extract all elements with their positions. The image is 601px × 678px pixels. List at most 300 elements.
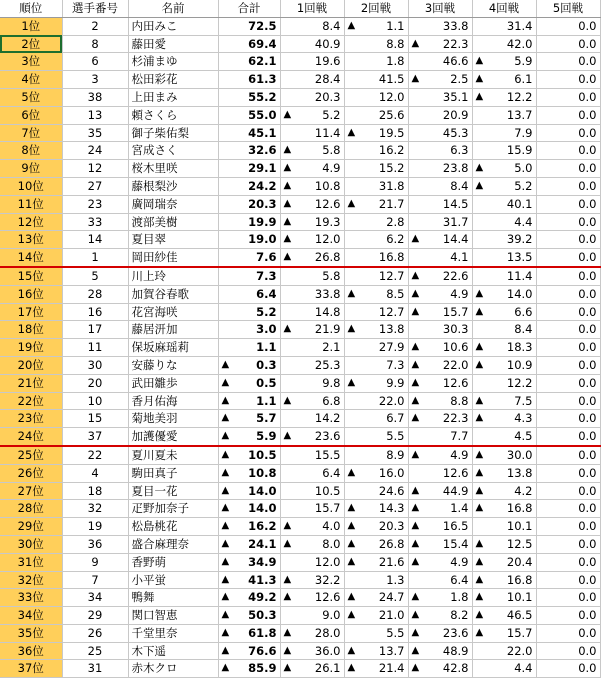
cell-total[interactable] xyxy=(218,356,280,374)
cell-rank[interactable]: 26位 xyxy=(0,464,62,482)
cell-total[interactable] xyxy=(218,446,280,464)
cell-name[interactable]: 疋野加奈子 xyxy=(128,500,218,518)
cell-round-3[interactable]: 6.3 xyxy=(408,142,472,160)
cell-round-2[interactable] xyxy=(344,535,408,553)
cell-total[interactable] xyxy=(218,642,280,660)
cell-player-number[interactable]: 1 xyxy=(62,249,128,267)
header-round-5[interactable]: 5回戦 xyxy=(536,0,600,17)
cell-round-4[interactable] xyxy=(472,303,536,321)
cell-name[interactable]: 桜木里咲 xyxy=(128,160,218,178)
cell-name[interactable]: 御子柴佑梨 xyxy=(128,124,218,142)
cell-round-2[interactable] xyxy=(344,518,408,536)
cell-round-5[interactable]: 0.0 xyxy=(536,518,600,536)
cell-round-1[interactable] xyxy=(280,624,344,642)
cell-round-1[interactable] xyxy=(280,535,344,553)
cell-round-3[interactable] xyxy=(408,660,472,678)
cell-round-4[interactable] xyxy=(472,535,536,553)
cell-player-number[interactable]: 11 xyxy=(62,339,128,357)
cell-name[interactable]: 杉浦まゆ xyxy=(128,53,218,71)
cell-round-2[interactable]: 16.8 xyxy=(344,249,408,267)
cell-round-2[interactable]: 1.8 xyxy=(344,53,408,71)
cell-player-number[interactable]: 22 xyxy=(62,446,128,464)
cell-round-2[interactable]: 2.8 xyxy=(344,213,408,231)
cell-round-2[interactable]: 5.5 xyxy=(344,624,408,642)
cell-round-3[interactable]: 7.7 xyxy=(408,428,472,446)
cell-round-1[interactable] xyxy=(280,518,344,536)
cell-round-4[interactable] xyxy=(472,553,536,571)
cell-name[interactable]: 夏目一花 xyxy=(128,482,218,500)
cell-round-5[interactable]: 0.0 xyxy=(536,53,600,71)
cell-round-4[interactable] xyxy=(472,624,536,642)
cell-total[interactable] xyxy=(218,607,280,625)
cell-round-5[interactable]: 0.0 xyxy=(536,321,600,339)
cell-total[interactable]: 7.3 xyxy=(218,267,280,285)
cell-player-number[interactable]: 13 xyxy=(62,106,128,124)
cell-round-1[interactable]: 28.4 xyxy=(280,71,344,89)
cell-round-2[interactable]: 1.3 xyxy=(344,571,408,589)
cell-round-1[interactable]: 10.5 xyxy=(280,482,344,500)
cell-round-2[interactable]: 12.7 xyxy=(344,303,408,321)
cell-name[interactable]: 渡部美樹 xyxy=(128,213,218,231)
cell-round-2[interactable] xyxy=(344,321,408,339)
cell-round-5[interactable]: 0.0 xyxy=(536,356,600,374)
header-round-4[interactable]: 4回戦 xyxy=(472,0,536,17)
cell-rank[interactable]: 1位 xyxy=(0,17,62,35)
cell-round-4[interactable]: 4.5 xyxy=(472,428,536,446)
cell-player-number[interactable]: 7 xyxy=(62,571,128,589)
cell-name[interactable]: 木下遥 xyxy=(128,642,218,660)
cell-rank[interactable]: 14位 xyxy=(0,249,62,267)
cell-round-3[interactable] xyxy=(408,231,472,249)
cell-rank[interactable]: 2位 xyxy=(0,35,62,53)
cell-player-number[interactable]: 8 xyxy=(62,35,128,53)
cell-round-2[interactable] xyxy=(344,553,408,571)
cell-round-5[interactable]: 0.0 xyxy=(536,35,600,53)
header-player-number[interactable]: 選手番号 xyxy=(62,0,128,17)
cell-total[interactable] xyxy=(218,410,280,428)
cell-round-2[interactable] xyxy=(344,464,408,482)
cell-round-4[interactable]: 13.5 xyxy=(472,249,536,267)
cell-round-4[interactable] xyxy=(472,285,536,303)
cell-round-5[interactable]: 0.0 xyxy=(536,303,600,321)
cell-total[interactable] xyxy=(218,553,280,571)
cell-total[interactable] xyxy=(218,660,280,678)
cell-round-1[interactable] xyxy=(280,428,344,446)
cell-total[interactable] xyxy=(218,464,280,482)
cell-round-2[interactable]: 41.5 xyxy=(344,71,408,89)
cell-round-4[interactable] xyxy=(472,160,536,178)
cell-round-2[interactable] xyxy=(344,285,408,303)
cell-round-1[interactable] xyxy=(280,249,344,267)
cell-round-4[interactable] xyxy=(472,410,536,428)
cell-player-number[interactable]: 36 xyxy=(62,535,128,553)
cell-name[interactable]: 香野萌 xyxy=(128,553,218,571)
cell-round-4[interactable]: 7.9 xyxy=(472,124,536,142)
cell-round-5[interactable]: 0.0 xyxy=(536,446,600,464)
cell-name[interactable]: 宮成さく xyxy=(128,142,218,160)
cell-round-1[interactable] xyxy=(280,195,344,213)
cell-round-3[interactable]: 12.6 xyxy=(408,464,472,482)
cell-rank[interactable]: 6位 xyxy=(0,106,62,124)
cell-round-1[interactable]: 14.2 xyxy=(280,410,344,428)
cell-round-5[interactable]: 0.0 xyxy=(536,124,600,142)
cell-round-4[interactable]: 11.4 xyxy=(472,267,536,285)
cell-round-3[interactable] xyxy=(408,518,472,536)
header-round-2[interactable]: 2回戦 xyxy=(344,0,408,17)
cell-round-3[interactable]: 35.1 xyxy=(408,88,472,106)
cell-total[interactable] xyxy=(218,535,280,553)
cell-name[interactable]: 加護優愛 xyxy=(128,428,218,446)
cell-total[interactable]: 19.0 xyxy=(218,231,280,249)
cell-total[interactable]: 20.3 xyxy=(218,195,280,213)
cell-round-2[interactable]: 25.6 xyxy=(344,106,408,124)
cell-name[interactable]: 武田雛歩 xyxy=(128,374,218,392)
cell-total[interactable]: 55.2 xyxy=(218,88,280,106)
cell-round-1[interactable]: 5.8 xyxy=(280,267,344,285)
cell-round-1[interactable]: 2.1 xyxy=(280,339,344,357)
cell-player-number[interactable]: 15 xyxy=(62,410,128,428)
cell-name[interactable]: 藤根梨沙 xyxy=(128,177,218,195)
cell-total[interactable]: 24.2 xyxy=(218,177,280,195)
cell-round-2[interactable]: 6.7 xyxy=(344,410,408,428)
cell-round-5[interactable]: 0.0 xyxy=(536,392,600,410)
cell-rank[interactable]: 37位 xyxy=(0,660,62,678)
cell-round-3[interactable]: 33.8 xyxy=(408,17,472,35)
cell-total[interactable]: 32.6 xyxy=(218,142,280,160)
cell-round-2[interactable] xyxy=(344,607,408,625)
cell-player-number[interactable]: 25 xyxy=(62,642,128,660)
cell-rank[interactable]: 4位 xyxy=(0,71,62,89)
cell-round-5[interactable]: 0.0 xyxy=(536,374,600,392)
cell-round-5[interactable]: 0.0 xyxy=(536,642,600,660)
cell-name[interactable]: 川上玲 xyxy=(128,267,218,285)
cell-player-number[interactable]: 35 xyxy=(62,124,128,142)
cell-rank[interactable]: 16位 xyxy=(0,285,62,303)
cell-total[interactable] xyxy=(218,518,280,536)
cell-round-5[interactable]: 0.0 xyxy=(536,106,600,124)
cell-round-5[interactable]: 0.0 xyxy=(536,464,600,482)
cell-round-5[interactable]: 0.0 xyxy=(536,285,600,303)
cell-total[interactable]: 19.9 xyxy=(218,213,280,231)
cell-round-4[interactable]: 8.4 xyxy=(472,321,536,339)
cell-total[interactable] xyxy=(218,624,280,642)
cell-total[interactable] xyxy=(218,374,280,392)
cell-round-4[interactable]: 39.2 xyxy=(472,231,536,249)
cell-round-1[interactable] xyxy=(280,231,344,249)
cell-rank[interactable]: 19位 xyxy=(0,339,62,357)
cell-round-5[interactable]: 0.0 xyxy=(536,482,600,500)
cell-player-number[interactable]: 4 xyxy=(62,464,128,482)
cell-round-4[interactable] xyxy=(472,71,536,89)
cell-player-number[interactable]: 26 xyxy=(62,624,128,642)
cell-rank[interactable]: 12位 xyxy=(0,213,62,231)
cell-round-5[interactable]: 0.0 xyxy=(536,177,600,195)
cell-round-4[interactable] xyxy=(472,53,536,71)
cell-name[interactable]: 内田みこ xyxy=(128,17,218,35)
cell-name[interactable]: 夏川夏未 xyxy=(128,446,218,464)
cell-round-4[interactable]: 15.9 xyxy=(472,142,536,160)
cell-rank[interactable]: 10位 xyxy=(0,177,62,195)
cell-round-2[interactable]: 12.0 xyxy=(344,88,408,106)
cell-total[interactable] xyxy=(218,571,280,589)
cell-round-2[interactable]: 8.8 xyxy=(344,35,408,53)
cell-player-number[interactable]: 3 xyxy=(62,71,128,89)
cell-player-number[interactable]: 24 xyxy=(62,142,128,160)
cell-round-5[interactable]: 0.0 xyxy=(536,553,600,571)
cell-round-1[interactable]: 25.3 xyxy=(280,356,344,374)
cell-round-1[interactable]: 20.3 xyxy=(280,88,344,106)
cell-player-number[interactable]: 29 xyxy=(62,607,128,625)
cell-rank[interactable]: 22位 xyxy=(0,392,62,410)
cell-round-1[interactable] xyxy=(280,321,344,339)
cell-rank[interactable]: 15位 xyxy=(0,267,62,285)
cell-player-number[interactable]: 5 xyxy=(62,267,128,285)
cell-player-number[interactable]: 28 xyxy=(62,285,128,303)
cell-round-1[interactable]: 8.4 xyxy=(280,17,344,35)
cell-total[interactable]: 45.1 xyxy=(218,124,280,142)
cell-player-number[interactable]: 23 xyxy=(62,195,128,213)
cell-round-5[interactable]: 0.0 xyxy=(536,428,600,446)
cell-round-4[interactable] xyxy=(472,356,536,374)
cell-round-4[interactable] xyxy=(472,482,536,500)
cell-name[interactable]: 赤木クロ xyxy=(128,660,218,678)
cell-round-2[interactable]: 27.9 xyxy=(344,339,408,357)
cell-round-5[interactable]: 0.0 xyxy=(536,17,600,35)
cell-total[interactable]: 61.3 xyxy=(218,71,280,89)
cell-rank[interactable]: 31位 xyxy=(0,553,62,571)
cell-round-3[interactable] xyxy=(408,589,472,607)
cell-round-1[interactable] xyxy=(280,213,344,231)
cell-rank[interactable]: 20位 xyxy=(0,356,62,374)
cell-rank[interactable]: 25位 xyxy=(0,446,62,464)
cell-round-4[interactable] xyxy=(472,571,536,589)
cell-round-3[interactable] xyxy=(408,624,472,642)
cell-rank[interactable]: 27位 xyxy=(0,482,62,500)
cell-round-5[interactable]: 0.0 xyxy=(536,88,600,106)
header-round-1[interactable]: 1回戦 xyxy=(280,0,344,17)
cell-round-4[interactable]: 13.7 xyxy=(472,106,536,124)
cell-player-number[interactable]: 9 xyxy=(62,553,128,571)
cell-round-3[interactable] xyxy=(408,356,472,374)
cell-round-4[interactable]: 10.1 xyxy=(472,518,536,536)
cell-round-3[interactable]: 46.6 xyxy=(408,53,472,71)
cell-rank[interactable]: 24位 xyxy=(0,428,62,446)
cell-name[interactable]: 岡田紗佳 xyxy=(128,249,218,267)
cell-round-1[interactable]: 15.5 xyxy=(280,446,344,464)
cell-round-4[interactable]: 31.4 xyxy=(472,17,536,35)
cell-round-2[interactable] xyxy=(344,500,408,518)
cell-round-5[interactable]: 0.0 xyxy=(536,535,600,553)
cell-total[interactable]: 69.4 xyxy=(218,35,280,53)
cell-rank[interactable]: 11位 xyxy=(0,195,62,213)
cell-round-1[interactable]: 6.4 xyxy=(280,464,344,482)
cell-round-1[interactable]: 11.4 xyxy=(280,124,344,142)
cell-round-1[interactable]: 19.6 xyxy=(280,53,344,71)
cell-round-1[interactable]: 15.7 xyxy=(280,500,344,518)
cell-round-3[interactable] xyxy=(408,303,472,321)
cell-round-2[interactable]: 5.5 xyxy=(344,428,408,446)
cell-round-2[interactable]: 6.2 xyxy=(344,231,408,249)
cell-round-2[interactable]: 24.6 xyxy=(344,482,408,500)
cell-round-4[interactable]: 4.4 xyxy=(472,660,536,678)
cell-round-4[interactable] xyxy=(472,589,536,607)
cell-round-4[interactable] xyxy=(472,392,536,410)
cell-name[interactable]: 加賀谷春歌 xyxy=(128,285,218,303)
cell-round-1[interactable]: 33.8 xyxy=(280,285,344,303)
cell-round-3[interactable] xyxy=(408,374,472,392)
cell-name[interactable]: 廣岡瑞奈 xyxy=(128,195,218,213)
header-rank[interactable]: 順位 xyxy=(0,0,62,17)
cell-round-1[interactable] xyxy=(280,160,344,178)
cell-player-number[interactable]: 31 xyxy=(62,660,128,678)
cell-round-1[interactable] xyxy=(280,571,344,589)
cell-name[interactable]: 安藤りな xyxy=(128,356,218,374)
cell-rank[interactable]: 17位 xyxy=(0,303,62,321)
cell-round-1[interactable]: 9.0 xyxy=(280,607,344,625)
cell-round-5[interactable]: 0.0 xyxy=(536,142,600,160)
cell-rank[interactable]: 21位 xyxy=(0,374,62,392)
cell-round-1[interactable] xyxy=(280,106,344,124)
cell-total[interactable] xyxy=(218,589,280,607)
cell-round-3[interactable] xyxy=(408,35,472,53)
cell-player-number[interactable]: 30 xyxy=(62,356,128,374)
cell-rank[interactable]: 3位 xyxy=(0,53,62,71)
cell-name[interactable]: 鴨舞 xyxy=(128,589,218,607)
cell-rank[interactable]: 9位 xyxy=(0,160,62,178)
cell-rank[interactable]: 35位 xyxy=(0,624,62,642)
cell-rank[interactable]: 8位 xyxy=(0,142,62,160)
cell-rank[interactable]: 28位 xyxy=(0,500,62,518)
cell-round-2[interactable]: 15.2 xyxy=(344,160,408,178)
cell-round-3[interactable]: 8.4 xyxy=(408,177,472,195)
cell-round-5[interactable]: 0.0 xyxy=(536,500,600,518)
cell-total[interactable]: 29.1 xyxy=(218,160,280,178)
cell-round-4[interactable]: 4.4 xyxy=(472,213,536,231)
cell-name[interactable]: 頼さくら xyxy=(128,106,218,124)
cell-name[interactable]: 藤居汧加 xyxy=(128,321,218,339)
cell-round-2[interactable]: 8.9 xyxy=(344,446,408,464)
cell-round-4[interactable] xyxy=(472,607,536,625)
cell-total[interactable]: 62.1 xyxy=(218,53,280,71)
cell-name[interactable]: 夏目翠 xyxy=(128,231,218,249)
cell-round-1[interactable] xyxy=(280,642,344,660)
cell-total[interactable]: 7.6 xyxy=(218,249,280,267)
cell-total[interactable]: 55.0 xyxy=(218,106,280,124)
cell-round-2[interactable] xyxy=(344,642,408,660)
cell-player-number[interactable]: 10 xyxy=(62,392,128,410)
cell-round-1[interactable]: 12.0 xyxy=(280,553,344,571)
cell-player-number[interactable]: 18 xyxy=(62,482,128,500)
cell-round-1[interactable] xyxy=(280,660,344,678)
cell-round-2[interactable] xyxy=(344,195,408,213)
cell-round-3[interactable] xyxy=(408,339,472,357)
cell-rank[interactable]: 32位 xyxy=(0,571,62,589)
cell-rank[interactable]: 18位 xyxy=(0,321,62,339)
cell-round-1[interactable] xyxy=(280,177,344,195)
cell-round-5[interactable]: 0.0 xyxy=(536,607,600,625)
cell-round-2[interactable]: 22.0 xyxy=(344,392,408,410)
cell-player-number[interactable]: 16 xyxy=(62,303,128,321)
cell-name[interactable]: 小平蛍 xyxy=(128,571,218,589)
cell-round-3[interactable] xyxy=(408,607,472,625)
cell-player-number[interactable]: 20 xyxy=(62,374,128,392)
cell-player-number[interactable]: 34 xyxy=(62,589,128,607)
cell-round-3[interactable]: 4.1 xyxy=(408,249,472,267)
cell-name[interactable]: 千堂里奈 xyxy=(128,624,218,642)
cell-round-3[interactable] xyxy=(408,642,472,660)
cell-round-5[interactable]: 0.0 xyxy=(536,660,600,678)
cell-round-2[interactable]: 16.2 xyxy=(344,142,408,160)
cell-player-number[interactable]: 17 xyxy=(62,321,128,339)
cell-player-number[interactable]: 12 xyxy=(62,160,128,178)
cell-rank[interactable]: 13位 xyxy=(0,231,62,249)
cell-player-number[interactable]: 2 xyxy=(62,17,128,35)
cell-name[interactable]: 盛合麻理奈 xyxy=(128,535,218,553)
cell-round-4[interactable]: 40.1 xyxy=(472,195,536,213)
cell-rank[interactable]: 36位 xyxy=(0,642,62,660)
cell-rank[interactable]: 7位 xyxy=(0,124,62,142)
cell-round-4[interactable] xyxy=(472,88,536,106)
cell-name[interactable]: 香月佑海 xyxy=(128,392,218,410)
cell-rank[interactable]: 5位 xyxy=(0,88,62,106)
cell-round-3[interactable]: 23.8 xyxy=(408,160,472,178)
cell-round-4[interactable] xyxy=(472,446,536,464)
cell-round-1[interactable]: 14.8 xyxy=(280,303,344,321)
cell-round-3[interactable]: 45.3 xyxy=(408,124,472,142)
cell-round-3[interactable] xyxy=(408,410,472,428)
cell-player-number[interactable]: 14 xyxy=(62,231,128,249)
cell-player-number[interactable]: 33 xyxy=(62,213,128,231)
cell-round-5[interactable]: 0.0 xyxy=(536,195,600,213)
cell-round-2[interactable] xyxy=(344,17,408,35)
cell-player-number[interactable]: 6 xyxy=(62,53,128,71)
cell-total[interactable] xyxy=(218,482,280,500)
cell-round-4[interactable] xyxy=(472,339,536,357)
cell-round-3[interactable] xyxy=(408,446,472,464)
cell-player-number[interactable]: 32 xyxy=(62,500,128,518)
cell-round-3[interactable]: 31.7 xyxy=(408,213,472,231)
cell-round-3[interactable] xyxy=(408,482,472,500)
cell-round-2[interactable] xyxy=(344,589,408,607)
cell-round-5[interactable]: 0.0 xyxy=(536,71,600,89)
cell-total[interactable]: 1.1 xyxy=(218,339,280,357)
cell-round-4[interactable] xyxy=(472,500,536,518)
cell-round-3[interactable]: 14.5 xyxy=(408,195,472,213)
cell-rank[interactable]: 33位 xyxy=(0,589,62,607)
cell-round-5[interactable]: 0.0 xyxy=(536,160,600,178)
cell-round-4[interactable]: 12.2 xyxy=(472,374,536,392)
cell-round-1[interactable] xyxy=(280,589,344,607)
cell-name[interactable]: 駒田真子 xyxy=(128,464,218,482)
cell-round-2[interactable]: 12.7 xyxy=(344,267,408,285)
header-round-3[interactable]: 3回戦 xyxy=(408,0,472,17)
cell-round-2[interactable]: 7.3 xyxy=(344,356,408,374)
cell-round-3[interactable] xyxy=(408,71,472,89)
cell-name[interactable]: 関口智恵 xyxy=(128,607,218,625)
cell-round-5[interactable]: 0.0 xyxy=(536,213,600,231)
cell-player-number[interactable]: 27 xyxy=(62,177,128,195)
cell-name[interactable]: 松田彩花 xyxy=(128,71,218,89)
header-name[interactable]: 名前 xyxy=(128,0,218,17)
cell-round-2[interactable]: 31.8 xyxy=(344,177,408,195)
cell-round-3[interactable] xyxy=(408,392,472,410)
cell-name[interactable]: 松島桃花 xyxy=(128,518,218,536)
cell-player-number[interactable]: 19 xyxy=(62,518,128,536)
cell-round-4[interactable]: 22.0 xyxy=(472,642,536,660)
cell-round-3[interactable]: 20.9 xyxy=(408,106,472,124)
cell-name[interactable]: 上田まみ xyxy=(128,88,218,106)
cell-total[interactable]: 5.2 xyxy=(218,303,280,321)
